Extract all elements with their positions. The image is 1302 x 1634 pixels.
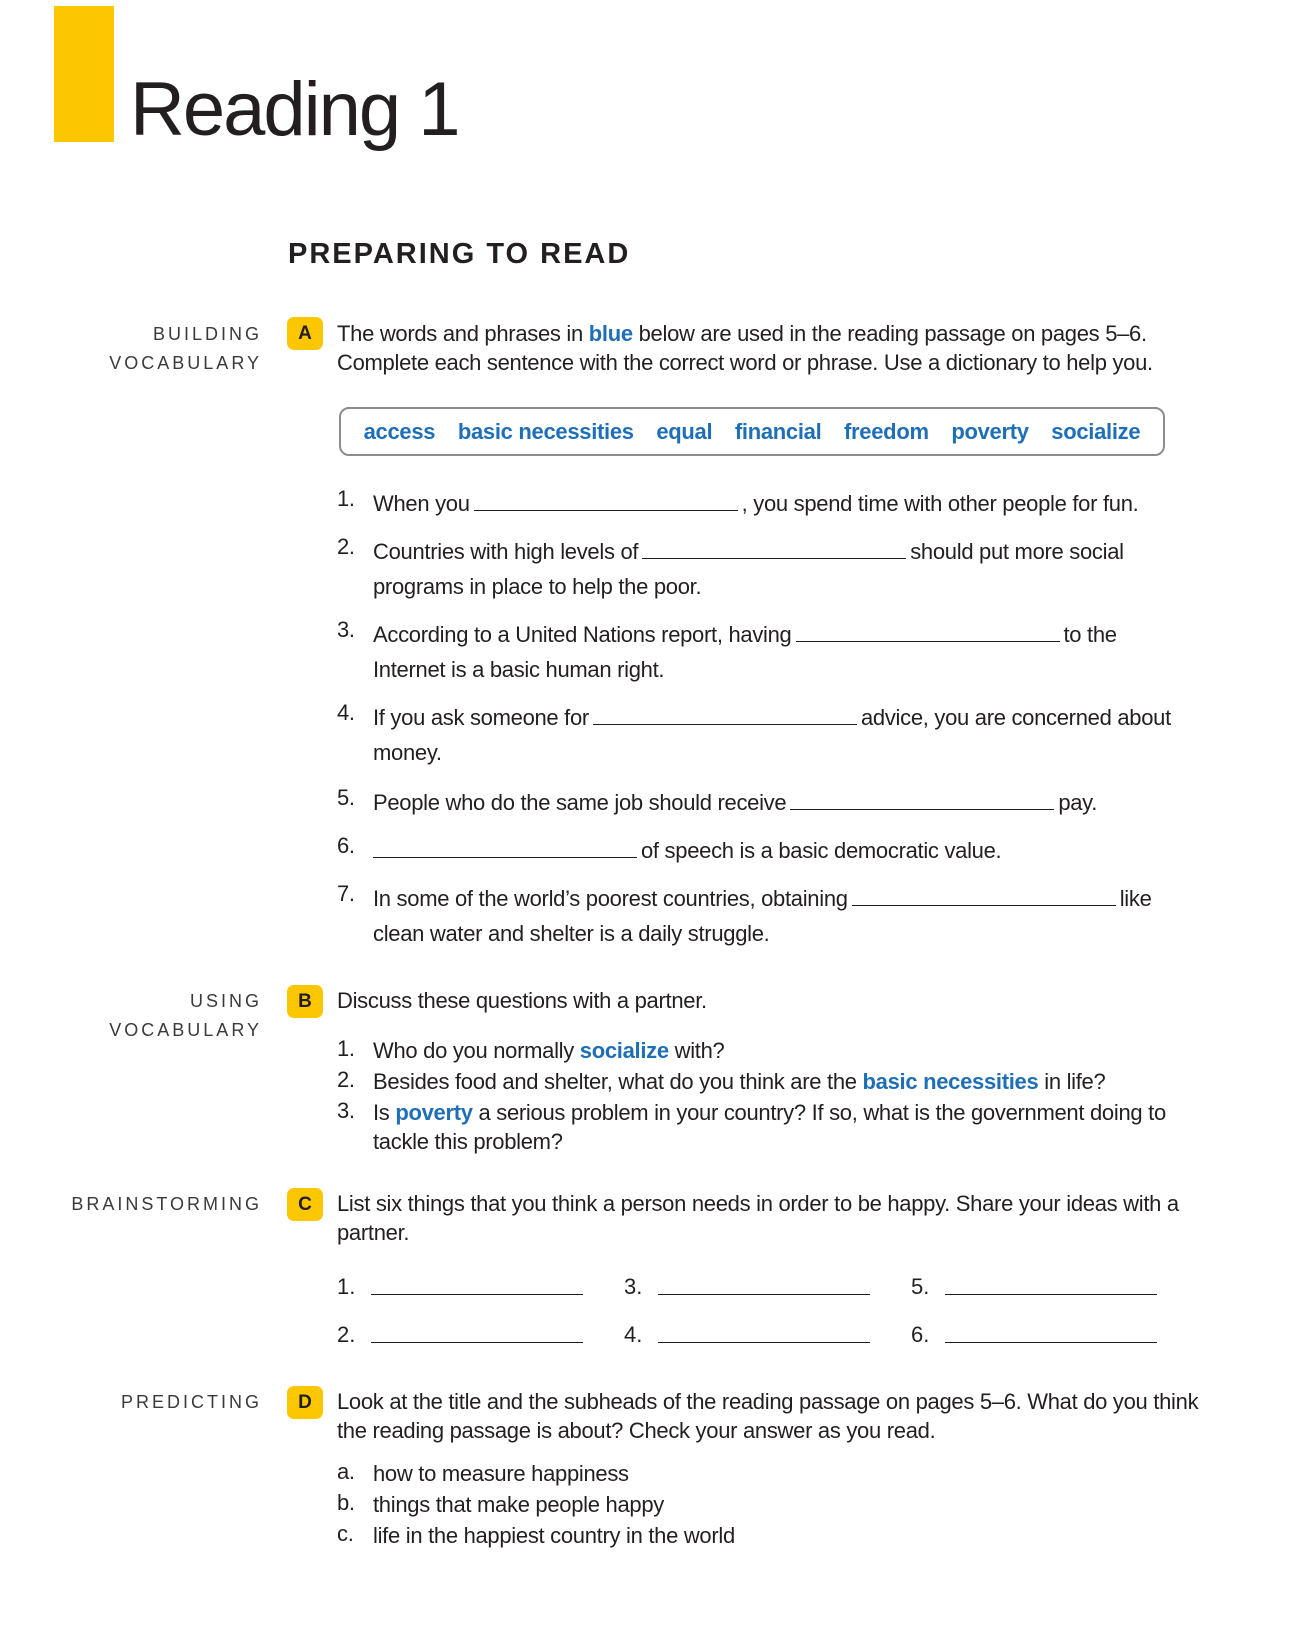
item-text-before: People who do the same job should receive	[373, 790, 787, 815]
badge-a: A	[287, 317, 323, 350]
side-label-brainstorming: BRAINSTORMING	[71, 1194, 262, 1214]
option-letter: c.	[337, 1521, 354, 1546]
answer-blank[interactable]	[373, 840, 637, 858]
item-number: 7.	[337, 881, 355, 906]
item-text-after: in life?	[1038, 1069, 1106, 1094]
instruction-a	[337, 319, 1217, 377]
answer-line[interactable]	[945, 1342, 1157, 1343]
item-text-after: to the Internet is a basic human right.	[373, 622, 1117, 682]
answer-line[interactable]	[658, 1342, 870, 1343]
instruction-c: List six things that you think a person needs in order to be happy. Share your ideas with a partner.	[337, 1191, 1179, 1245]
side-label-line: VOCABULARY	[109, 353, 262, 373]
instruction-highlight: blue	[588, 321, 633, 346]
item-text-after: a serious problem in your country? If so, what is the government doing to tackle this problem?	[373, 1100, 1166, 1154]
page-title: Reading 1	[130, 67, 459, 152]
side-label-using-vocabulary	[109, 987, 262, 1045]
item-text-after: , you spend time with other people for fun.	[741, 491, 1139, 516]
option-letter: a.	[337, 1459, 355, 1484]
option-text: life in the happiest country in the world	[373, 1523, 735, 1548]
item-number: 1.	[337, 486, 355, 511]
item-number: 2.	[337, 1322, 356, 1347]
title-accent-bar	[54, 6, 114, 142]
answer-blank[interactable]	[790, 792, 1054, 810]
answer-blank[interactable]	[593, 707, 857, 725]
item-text-before: Besides food and shelter, what do you think are the	[373, 1069, 863, 1094]
option-text: things that make people happy	[373, 1492, 664, 1517]
item-number: 5.	[911, 1274, 930, 1299]
word-bank-item: freedom	[844, 418, 929, 444]
item-number: 5.	[337, 785, 355, 810]
item-number: 1.	[337, 1274, 356, 1299]
answer-slot-5[interactable]	[911, 1274, 1161, 1300]
item-number: 6.	[337, 833, 355, 858]
vocab-highlight: poverty	[395, 1100, 473, 1125]
side-label-building-vocabulary	[109, 320, 262, 378]
answer-slot-2[interactable]	[337, 1322, 587, 1348]
item-text-after: advice, you are concerned about money.	[373, 705, 1171, 765]
side-label-predicting: PREDICTING	[120, 1392, 262, 1412]
answer-blank[interactable]	[642, 541, 906, 559]
item-text-after: should put more social programs in place to help the poor.	[373, 539, 1124, 599]
item-text-before: In some of the world’s poorest countries, obtaining	[373, 886, 848, 911]
item-number: 4.	[624, 1322, 643, 1347]
item-text-after: like clean water and shelter is a daily struggle.	[373, 886, 1152, 946]
side-label-line: VOCABULARY	[109, 1020, 262, 1040]
instruction-d: Look at the title and the subheads of the reading passage on pages 5–6. What do you think the reading passage is about? Check your answer as you read.	[337, 1389, 1199, 1443]
item-text-before: Countries with high levels of	[373, 539, 639, 564]
item-text-before: When you	[373, 491, 470, 516]
vocab-highlight: socialize	[579, 1038, 669, 1063]
answer-line[interactable]	[371, 1342, 583, 1343]
instruction-text: The words and phrases in	[337, 321, 589, 346]
item-text-before: If you ask someone for	[373, 705, 589, 730]
answer-slot-6[interactable]	[911, 1322, 1161, 1348]
item-text-before: Is	[373, 1100, 396, 1125]
word-bank	[339, 407, 1165, 456]
item-text-before: According to a United Nations report, having	[373, 622, 792, 647]
item-number: 3.	[624, 1274, 643, 1299]
item-number: 4.	[337, 700, 355, 725]
answer-blank[interactable]	[474, 493, 738, 511]
side-label-line: BUILDING	[152, 324, 262, 344]
option-text: how to measure happiness	[373, 1461, 629, 1486]
answer-slot-1[interactable]	[337, 1274, 587, 1300]
item-text-after: with?	[668, 1038, 725, 1063]
answer-line[interactable]	[945, 1294, 1157, 1295]
item-text-after: pay.	[1058, 790, 1098, 815]
item-text-after: of speech is a basic democratic value.	[641, 838, 1002, 863]
answer-blank[interactable]	[796, 624, 1060, 642]
word-bank-item: socialize	[1051, 418, 1141, 444]
vocab-highlight: basic necessities	[862, 1069, 1039, 1094]
word-bank-item: equal	[656, 418, 713, 444]
badge-d: D	[287, 1386, 323, 1419]
item-number: 3.	[337, 1098, 355, 1123]
item-number: 3.	[337, 617, 355, 642]
instruction-text: below are used in the reading passage on pages 5–6. Complete each sentence with the correct word or phrase. Use a dictionary to help you.	[337, 321, 1153, 375]
answer-slot-4[interactable]	[624, 1322, 874, 1348]
side-label-line: USING	[189, 991, 262, 1011]
item-number: 2.	[337, 1067, 355, 1092]
answer-blank[interactable]	[852, 888, 1116, 906]
answer-line[interactable]	[658, 1294, 870, 1295]
word-bank-item: access	[363, 418, 436, 444]
badge-b: B	[287, 985, 323, 1018]
badge-c: C	[287, 1188, 323, 1221]
word-bank-item: basic necessities	[457, 418, 634, 444]
item-number: 2.	[337, 534, 355, 559]
word-bank-item: financial	[734, 418, 822, 444]
answer-slot-3[interactable]	[624, 1274, 874, 1300]
item-number: 6.	[911, 1322, 930, 1347]
option-letter: b.	[337, 1490, 355, 1515]
item-number: 1.	[337, 1036, 355, 1061]
item-text-before: Who do you normally	[373, 1038, 580, 1063]
section-heading: PREPARING TO READ	[288, 238, 631, 270]
answer-line[interactable]	[371, 1294, 583, 1295]
instruction-b: Discuss these questions with a partner.	[337, 988, 707, 1013]
word-bank-item: poverty	[951, 418, 1029, 444]
